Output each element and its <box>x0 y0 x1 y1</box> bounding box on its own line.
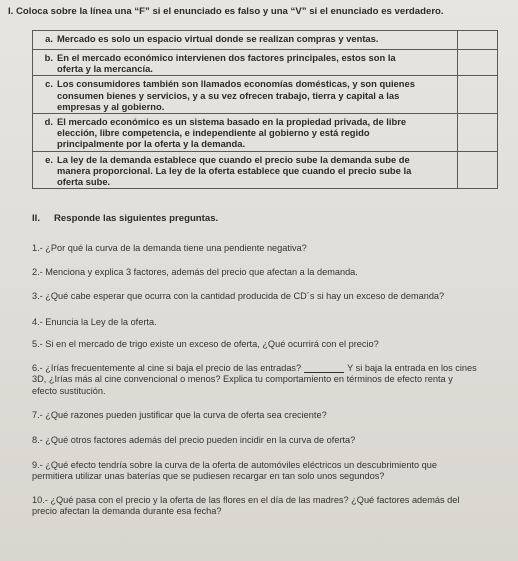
answer-cell-c[interactable] <box>458 76 498 114</box>
statement-row-a <box>33 31 498 50</box>
question-9: 9.- ¿Qué efecto tendría sobre la curva de la oferta de automóviles eléctricos un descubrimiento que permitiera utilizar unas baterías que se pudiesen recargar en tan solo unos segundos? <box>32 460 437 482</box>
question-3: 3.- ¿Qué cabe esperar que ocurra con la cantidad producida de CD´s si hay un exceso de demanda? <box>32 291 445 301</box>
true-false-table <box>32 30 498 189</box>
question-7: 7.- ¿Qué razones pueden justificar que la curva de oferta sea creciente? <box>32 410 327 420</box>
question-5: 5.- Si en el mercado de trigo existe un exceso de oferta, ¿Qué ocurrirá con el precio? <box>32 339 379 349</box>
question-6: 6.- ¿Irías frecuentemente al cine si baja el precio de las entradas? Y si baja la entrada en los cines 3D, ¿Irías más al cine convencional o menos? Explica tu comportamiento en términos de efecto renta y efecto sustitución. <box>32 363 477 396</box>
question-1: 1.- ¿Por qué la curva de la demanda tiene una pendiente negativa? <box>32 243 307 253</box>
statement-a: a. Mercado es solo un espacio virtual donde se realizan compras y ventas. <box>33 31 458 50</box>
question-4: 4.- Enuncia la Ley de la oferta. <box>32 317 157 327</box>
statement-b: b. En el mercado económico intervienen dos factores principales, estos son la oferta y la mercancía. <box>33 50 458 76</box>
statement-row-c <box>33 76 498 114</box>
statement-d: d. El mercado económico es un sistema basado en la propiedad privada, de libre elección, libre competencia, e independiente al gobierno y está regido principalmente por la oferta y la demanda. <box>33 114 458 152</box>
answer-cell-a[interactable] <box>458 31 498 50</box>
statement-c: c. Los consumidores también son llamados economías domésticas, y son quienes consumen bienes y servicios, y a su vez ofrecen trabajo, tierra y capital a las empresas y al gobierno. <box>33 76 458 114</box>
answer-cell-d[interactable] <box>458 114 498 152</box>
question-8: 8.- ¿Qué otros factores además del precio pueden incidir en la curva de oferta? <box>32 435 356 445</box>
answer-cell-b[interactable] <box>458 50 498 76</box>
statement-row-e <box>33 151 498 189</box>
section-1-heading: I. Coloca sobre la línea una “F” si el enunciado es falso y una “V” si el enunciado es verdadero. <box>8 6 444 17</box>
section-2-heading <box>32 213 218 225</box>
answer-blank[interactable] <box>304 364 344 373</box>
answer-cell-e[interactable] <box>458 151 498 189</box>
statement-row-d <box>33 114 498 152</box>
section-2-title: Responde las siguientes preguntas. <box>54 213 219 224</box>
question-10: 10.- ¿Qué pasa con el precio y la oferta de las flores en el día de las madres? ¿Qué factores además del precio afectan la demanda durante esa fecha? <box>32 495 460 517</box>
statement-e: e. La ley de la demanda establece que cuando el precio sube la demanda sube de manera proporcional. La ley de la oferta establece que cuando el precio sube la oferta sube. <box>33 151 458 189</box>
section-2-number: II. <box>32 213 40 224</box>
question-2: 2.- Menciona y explica 3 factores, además del precio que afectan a la demanda. <box>32 267 358 277</box>
statement-row-b <box>33 50 498 76</box>
